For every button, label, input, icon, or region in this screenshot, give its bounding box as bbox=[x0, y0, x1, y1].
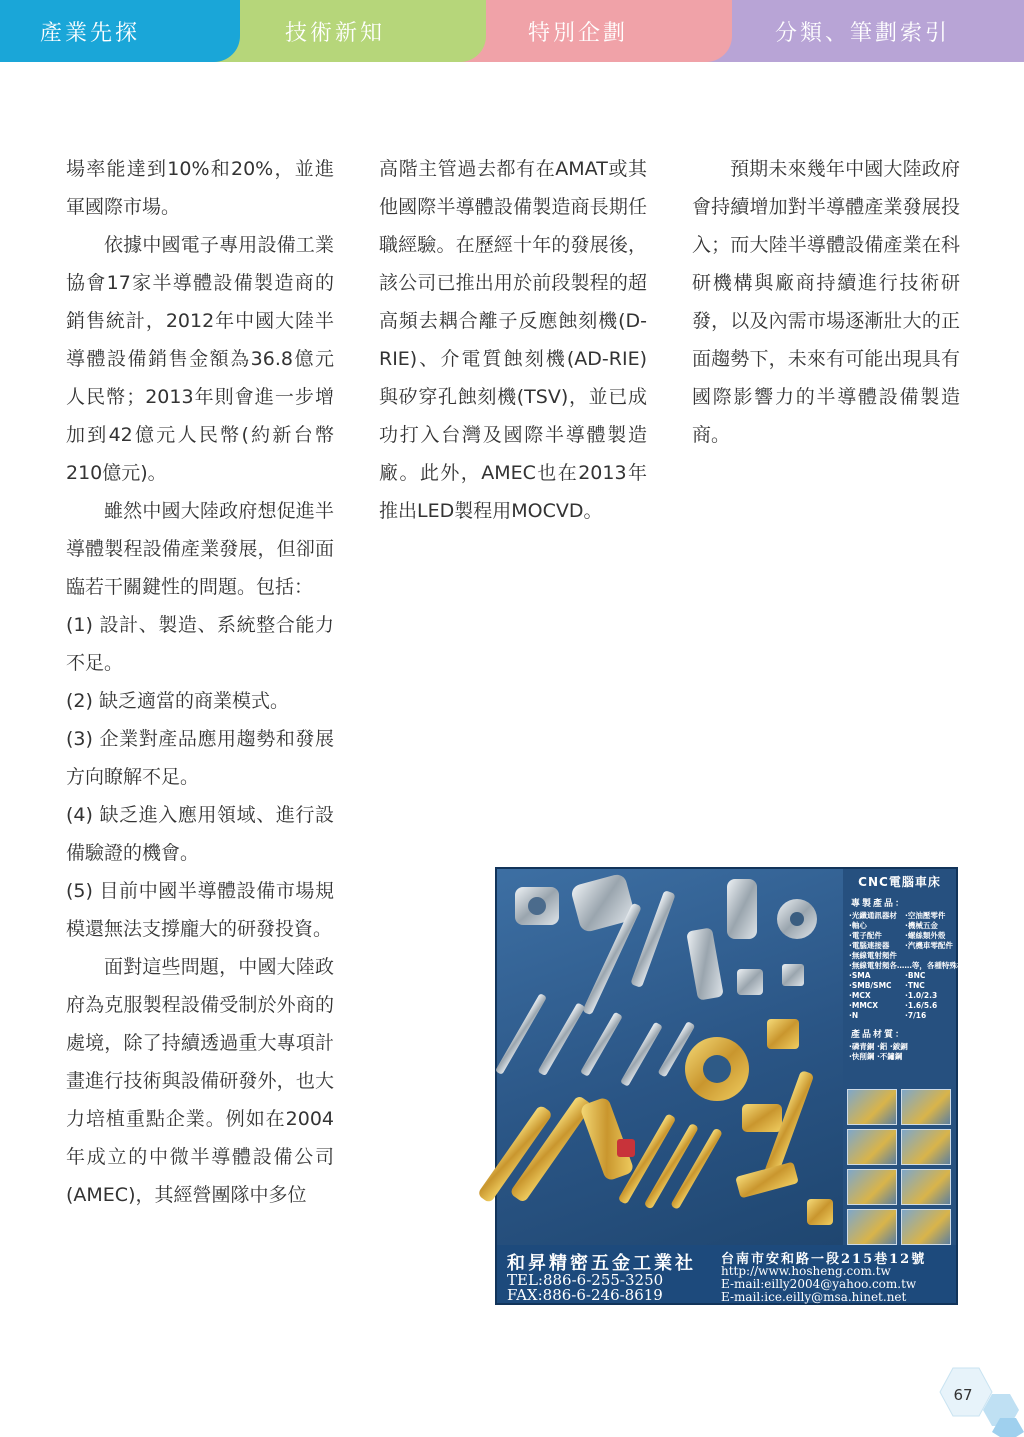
page-number: 67 bbox=[953, 1386, 973, 1404]
product-photo bbox=[497, 869, 843, 1245]
ad-products-heading: 專製產品： bbox=[851, 899, 907, 909]
tab-tech-news-label: 技術新知 bbox=[285, 20, 386, 46]
list-item: ·磷青銅 ·鋁 ·鈹銅 bbox=[849, 1042, 908, 1051]
ad-address: 台南市安和路一段215巷12號 bbox=[721, 1252, 927, 1267]
ad-company-name: 和昇精密五金工業社 bbox=[507, 1253, 696, 1274]
list-item: ·SMA bbox=[849, 971, 871, 980]
ad-side-title: CNC電腦車床 bbox=[858, 875, 941, 889]
tab-industry-outlook-label: 產業先探 bbox=[40, 20, 141, 46]
paragraph: 高階主管過去都有在AMAT或其他國際半導體設備製造商長期任職經驗。在歷經十年的發展後，該公司已推出用於前段製程的超高頻去耦合離子反應蝕刻機(D-RIE)、介電質蝕刻機(AD-RIE)與矽穿孔蝕刻機(TSV)，並已成功打入台灣及國際半導體製造廠。此外，AMEC也在2013年推出LED製程用MOCVD。 bbox=[379, 158, 647, 522]
list-item: ·MCX bbox=[849, 991, 871, 1000]
list-item: (5) 目前中國半導體設備市場規模還無法支撐龐大的研發投資。 bbox=[66, 880, 334, 940]
paragraph: 依據中國電子專用設備工業協會17家半導體設備製造商的銷售統計，2012年中國大陸半導體設備銷售金額為36.8億元人民幣；2013年則會進一步增加到42億元人民幣(約新台幣210億元)。 bbox=[66, 234, 334, 484]
section-nav bbox=[0, 0, 1024, 62]
list-item: ·光纖通訊器材 bbox=[849, 911, 897, 920]
ad-contact-bar bbox=[497, 1245, 956, 1303]
advertisement[interactable] bbox=[495, 867, 972, 1305]
product-thumbnail bbox=[847, 1129, 897, 1165]
list-item: (1) 設計、製造、系統整合能力不足。 bbox=[66, 614, 334, 674]
list-item: ·快削鋼 ·不鏽鋼 bbox=[849, 1052, 903, 1061]
list-item: ·TNC bbox=[905, 981, 925, 990]
ad-materials-list bbox=[849, 1042, 955, 1062]
list-item: ·汽機車零配件 bbox=[905, 941, 953, 950]
product-thumbnail bbox=[847, 1169, 897, 1205]
list-item: ·1.6/5.6 bbox=[905, 1001, 938, 1010]
list-item: ·BNC bbox=[905, 971, 926, 980]
product-thumbnail bbox=[901, 1089, 951, 1125]
product-thumbnail bbox=[901, 1209, 951, 1245]
list-item: (2) 缺乏適當的商業模式。 bbox=[66, 690, 289, 712]
ad-fax: FAX:886-6-246-8619 bbox=[507, 1286, 663, 1304]
product-thumbnail bbox=[901, 1129, 951, 1165]
list-item: ·MMCX bbox=[849, 1001, 879, 1010]
list-item: ·無線電射頻件 bbox=[849, 951, 897, 960]
list-item: ·1.0/2.3 bbox=[905, 991, 938, 1000]
paragraph: 場率能達到10%和20%，並進軍國際市場。 bbox=[66, 158, 334, 218]
list-item: ·空油壓零件 bbox=[905, 911, 946, 920]
tab-industry-outlook[interactable] bbox=[0, 0, 240, 62]
list-item: ·機械五金 bbox=[905, 921, 938, 930]
ad-website-link[interactable]: http://www.hosheng.com.tw bbox=[721, 1264, 891, 1278]
ad-product-list bbox=[849, 911, 972, 1021]
ad-telephone: TEL:886-6-255-3250 bbox=[507, 1271, 664, 1289]
ad-email-link[interactable]: E-mail:eilly2004@yahoo.com.tw bbox=[721, 1277, 917, 1291]
ad-materials-heading: 產品材質： bbox=[851, 1030, 907, 1040]
list-item: ·螺絲類外殼 bbox=[905, 931, 946, 940]
list-item: ·N bbox=[849, 1011, 859, 1020]
tab-special-feature-label: 特別企劃 bbox=[528, 20, 629, 46]
product-thumbnail bbox=[847, 1209, 897, 1245]
list-item: ·軸心 bbox=[849, 921, 867, 930]
product-thumbnail bbox=[847, 1089, 897, 1125]
list-item: ·7/16 bbox=[905, 1011, 927, 1020]
article-column-1 bbox=[66, 150, 334, 1214]
paragraph: 雖然中國大陸政府想促進半導體製程設備產業發展，但卻面臨若干關鍵性的問題。包括： bbox=[66, 500, 334, 598]
list-item: (4) 缺乏進入應用領域、進行設備驗證的機會。 bbox=[66, 804, 334, 864]
product-thumbnail bbox=[901, 1169, 951, 1205]
list-item: ·電子配件 bbox=[849, 931, 882, 940]
list-item: ·SMB/SMC bbox=[849, 981, 892, 990]
ad-product-panel bbox=[843, 869, 972, 1245]
list-item: ·無線電射頻各……等，各種特殊材質 bbox=[849, 961, 972, 970]
paragraph: 面對這些問題，中國大陸政府為克服製程設備受制於外商的處境，除了持續透過重大專項計畫進行技術與設備研發外，也大力培植重點企業。例如在2004年成立的中微半導體設備公司(AMEC)，其經營團隊中多位 bbox=[66, 956, 334, 1206]
ad-email-link[interactable]: E-mail:ice.eilly@msa.hinet.net bbox=[721, 1290, 907, 1304]
ad-thumbnail-grid bbox=[847, 1089, 951, 1245]
tab-index-label: 分類、筆劃索引 bbox=[775, 20, 951, 46]
list-item: ·電腦連接器 bbox=[849, 941, 890, 950]
machined-parts-illustration bbox=[497, 869, 843, 1245]
article-column-2 bbox=[379, 150, 647, 530]
list-item: (3) 企業對產品應用趨勢和發展方向瞭解不足。 bbox=[66, 728, 334, 788]
article-column-3 bbox=[692, 150, 960, 454]
paragraph: 預期未來幾年中國大陸政府會持續增加對半導體產業發展投入；而大陸半導體設備產業在科研機構與廠商持續進行技術研發，以及內需市場逐漸壯大的正面趨勢下，未來有可能出現具有國際影響力的半導體設備製造商。 bbox=[692, 158, 960, 446]
